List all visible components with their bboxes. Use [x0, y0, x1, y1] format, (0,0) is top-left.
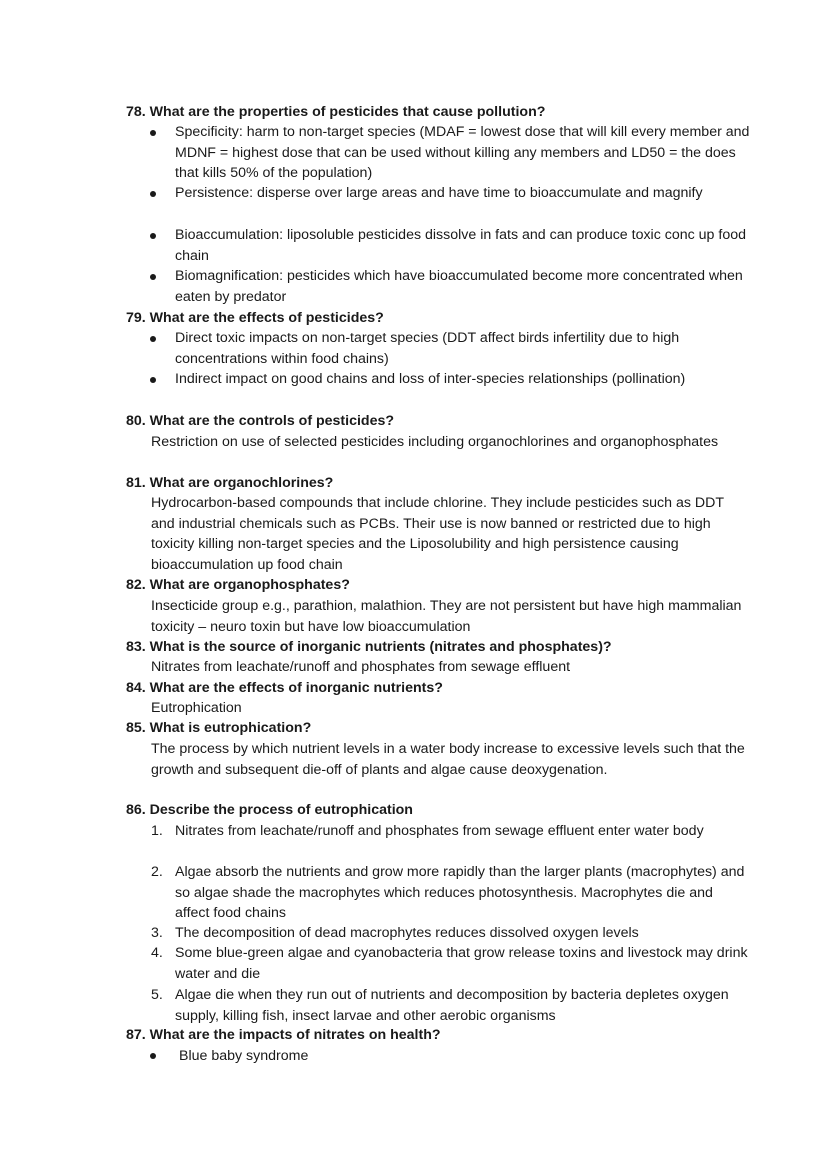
- question-heading: 86. Describe the process of eutrophication: [126, 802, 413, 818]
- bullet-icon: [150, 130, 156, 136]
- step-text: Algae absorb the nutrients and grow more rapidly than the larger plants (macrophytes) and so algae shade the macrophytes which reduces photosynthesis. Macrophytes die and affect food chains: [175, 864, 745, 921]
- step-number: 4.: [151, 945, 163, 961]
- step-number: 1.: [151, 823, 163, 839]
- bullet-icon: [150, 274, 156, 280]
- bullet-icon: [150, 1053, 156, 1059]
- answer-text: The process by which nutrient levels in a water body increase to excessive levels such that the growth and subsequent die-off of plants and algae cause deoxygenation.: [151, 741, 745, 778]
- answer-text: Nitrates from leachate/runoff and phosphates from sewage effluent: [151, 659, 571, 675]
- step-text: Some blue-green algae and cyanobacteria that grow release toxins and livestock may drink water and die: [175, 945, 748, 982]
- bullet-text: Indirect impact on good chains and loss of inter-species relationships (pollination): [175, 371, 686, 387]
- bullet-text: Specificity: harm to non-target species (MDAF = lowest dose that will kill every member and MDNF = highest dose that can be used without killing any members and LD50 = the does that kills 50% of the population): [175, 124, 750, 181]
- question-heading: 81. What are organochlorines?: [126, 475, 334, 491]
- question-heading: 87. What are the impacts of nitrates on health?: [126, 1027, 441, 1043]
- step-text: Nitrates from leachate/runoff and phosphates from sewage effluent enter water body: [175, 823, 704, 839]
- bullet-icon: [150, 377, 156, 383]
- answer-text: Hydrocarbon-based compounds that include chlorine. They include pesticides such as DDT and industrial chemicals such as PCBs. Their use is now banned or restricted due to high toxicity killing non-target species and the Liposolubility and high persistence causing bioaccumulation up food chain: [151, 495, 724, 573]
- step-number: 2.: [151, 864, 163, 880]
- question-heading: 80. What are the controls of pesticides?: [126, 413, 395, 429]
- question-heading: 82. What are organophosphates?: [126, 577, 350, 593]
- bullet-icon: [150, 233, 156, 239]
- answer-text: Restriction on use of selected pesticides including organochlorines and organophosphates: [151, 434, 719, 450]
- answer-text: Insecticide group e.g., parathion, malathion. They are not persistent but have high mammalian toxicity – neuro toxin but have low bioaccumulation: [151, 598, 742, 635]
- step-text: The decomposition of dead macrophytes reduces dissolved oxygen levels: [175, 925, 639, 941]
- question-heading: 85. What is eutrophication?: [126, 720, 312, 736]
- question-heading: 79. What are the effects of pesticides?: [126, 310, 384, 326]
- bullet-text: Biomagnification: pesticides which have bioaccumulated become more concentrated when eaten by predator: [175, 268, 743, 305]
- question-heading: 84. What are the effects of inorganic nutrients?: [126, 680, 443, 696]
- question-heading: 83. What is the source of inorganic nutrients (nitrates and phosphates)?: [126, 639, 612, 655]
- bullet-text: Persistence: disperse over large areas and have time to bioaccumulate and magnify: [175, 185, 703, 201]
- answer-text: Eutrophication: [151, 700, 242, 716]
- step-number: 3.: [151, 925, 163, 941]
- bullet-text: Blue baby syndrome: [179, 1048, 309, 1064]
- step-text: Algae die when they run out of nutrients and decomposition by bacteria depletes oxygen supply, killing fish, insect larvae and other aerobic organisms: [175, 987, 729, 1024]
- step-number: 5.: [151, 987, 163, 1003]
- bullet-icon: [150, 191, 156, 197]
- question-heading: 78. What are the properties of pesticides that cause pollution?: [126, 104, 546, 120]
- bullet-icon: [150, 336, 156, 342]
- bullet-text: Bioaccumulation: liposoluble pesticides dissolve in fats and can produce toxic conc up food chain: [175, 227, 746, 264]
- bullet-text: Direct toxic impacts on non-target species (DDT affect birds infertility due to high concentrations within food chains): [175, 330, 680, 367]
